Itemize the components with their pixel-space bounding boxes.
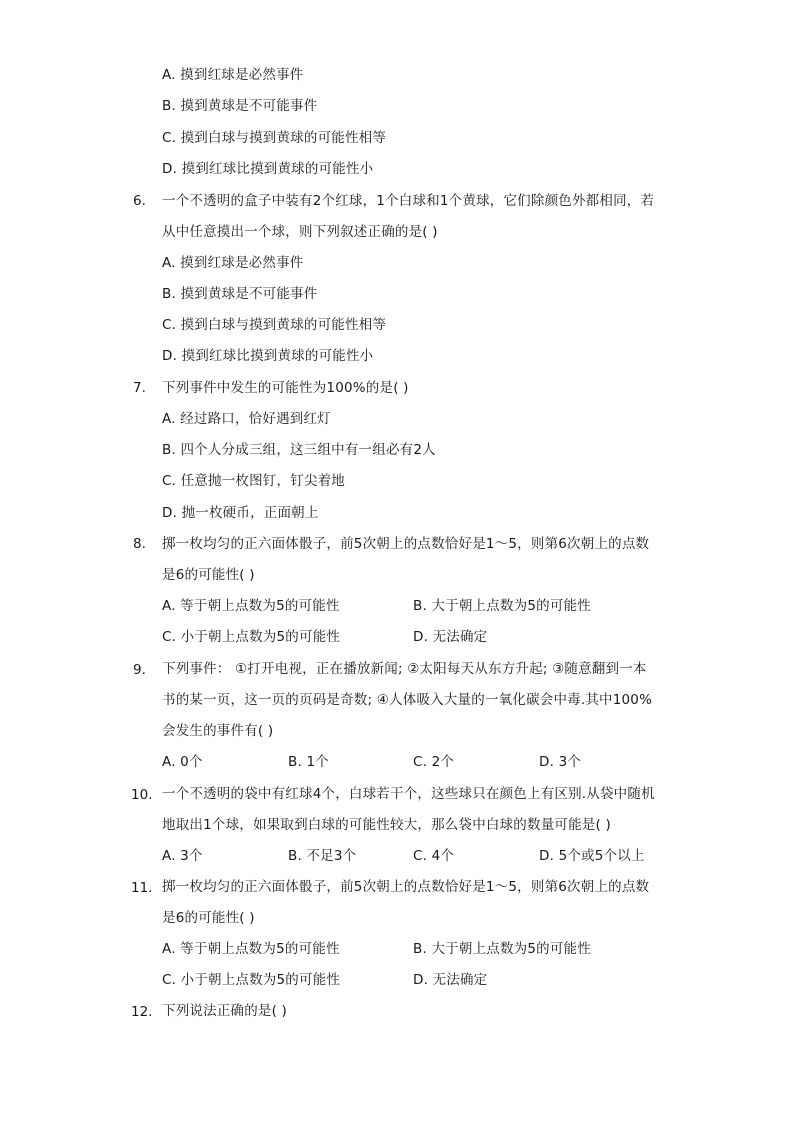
q8-option-c: C. 小于朝上点数为5的可能性 (162, 629, 341, 645)
q10-option-b: B. 不足3个 (288, 848, 357, 864)
q6-option-d: D. 摸到红球比摸到黄球的可能性小 (162, 348, 374, 364)
q11-stem-line2: 是6的可能性( ) (162, 910, 255, 926)
q6-option-a: A. 摸到红球是必然事件 (162, 255, 304, 271)
q8-option-b: B. 大于朝上点数为5的可能性 (413, 598, 591, 614)
q11-number: 11. (131, 880, 153, 896)
q8-number: 8. (133, 536, 146, 552)
q12-number: 12. (131, 1004, 153, 1020)
q10-option-d: D. 5个或5个以上 (539, 848, 645, 864)
q10-option-c: C. 4个 (413, 848, 455, 864)
q5-option-b: B. 摸到黄球是不可能事件 (162, 98, 318, 114)
q11-option-b: B. 大于朝上点数为5的可能性 (413, 941, 591, 957)
q7-number: 7. (133, 380, 146, 396)
q11-stem-line1: 掷一枚均匀的正六面体骰子，前5次朝上的点数恰好是1～5，则第6次朝上的点数 (162, 879, 650, 895)
q7-option-b: B. 四个人分成三组，这三组中有一组必有2人 (162, 442, 436, 458)
q9-option-a: A. 0个 (162, 754, 203, 770)
q11-option-c: C. 小于朝上点数为5的可能性 (162, 972, 341, 988)
q9-option-b: B. 1个 (288, 754, 329, 770)
q5-option-c: C. 摸到白球与摸到黄球的可能性相等 (162, 130, 387, 146)
q9-stem-line1: 下列事件： ①打开电视，正在播放新闻; ②太阳每天从东方升起; ③随意翻到一本 (162, 661, 647, 677)
q9-number: 9. (133, 662, 146, 678)
q11-option-d: D. 无法确定 (413, 972, 488, 988)
q9-option-d: D. 3个 (539, 754, 582, 770)
q7-stem-line1: 下列事件中发生的可能性为100%的是( ) (162, 380, 409, 396)
q10-option-a: A. 3个 (162, 848, 203, 864)
q5-option-d: D. 摸到红球比摸到黄球的可能性小 (162, 161, 374, 177)
q9-stem-line3: 会发生的事件有( ) (162, 723, 274, 739)
q6-option-b: B. 摸到黄球是不可能事件 (162, 286, 318, 302)
q10-stem-line2: 地取出1个球，如果取到白球的可能性较大，那么袋中白球的数量可能是( ) (162, 817, 611, 833)
q8-stem-line1: 掷一枚均匀的正六面体骰子，前5次朝上的点数恰好是1～5，则第6次朝上的点数 (162, 536, 650, 552)
q6-option-c: C. 摸到白球与摸到黄球的可能性相等 (162, 317, 387, 333)
q8-option-a: A. 等于朝上点数为5的可能性 (162, 598, 340, 614)
q10-number: 10. (131, 787, 153, 803)
q10-stem-line1: 一个不透明的袋中有红球4个，白球若干个，这些球只在颜色上有区别.从袋中随机 (162, 786, 655, 802)
q5-option-a: A. 摸到红球是必然事件 (162, 67, 304, 83)
q12-stem-line1: 下列说法正确的是( ) (162, 1003, 288, 1019)
q6-stem-line2: 从中任意摸出一个球，则下列叙述正确的是( ) (162, 224, 438, 240)
q7-option-d: D. 抛一枚硬币，正面朝上 (162, 505, 319, 521)
q7-option-a: A. 经过路口，恰好遇到红灯 (162, 411, 331, 427)
q11-option-a: A. 等于朝上点数为5的可能性 (162, 941, 340, 957)
q8-option-d: D. 无法确定 (413, 629, 488, 645)
q6-number: 6. (133, 193, 146, 209)
q6-stem-line1: 一个不透明的盒子中装有2个红球，1个白球和1个黄球，它们除颜色外都相同，若 (162, 193, 655, 209)
q7-option-c: C. 任意抛一枚图钉，钉尖着地 (162, 473, 346, 489)
q9-stem-line2: 书的某一页，这一页的页码是奇数; ④人体吸入大量的一氧化碳会中毒.其中100% (162, 692, 653, 708)
q8-stem-line2: 是6的可能性( ) (162, 567, 255, 583)
q9-option-c: C. 2个 (413, 754, 455, 770)
